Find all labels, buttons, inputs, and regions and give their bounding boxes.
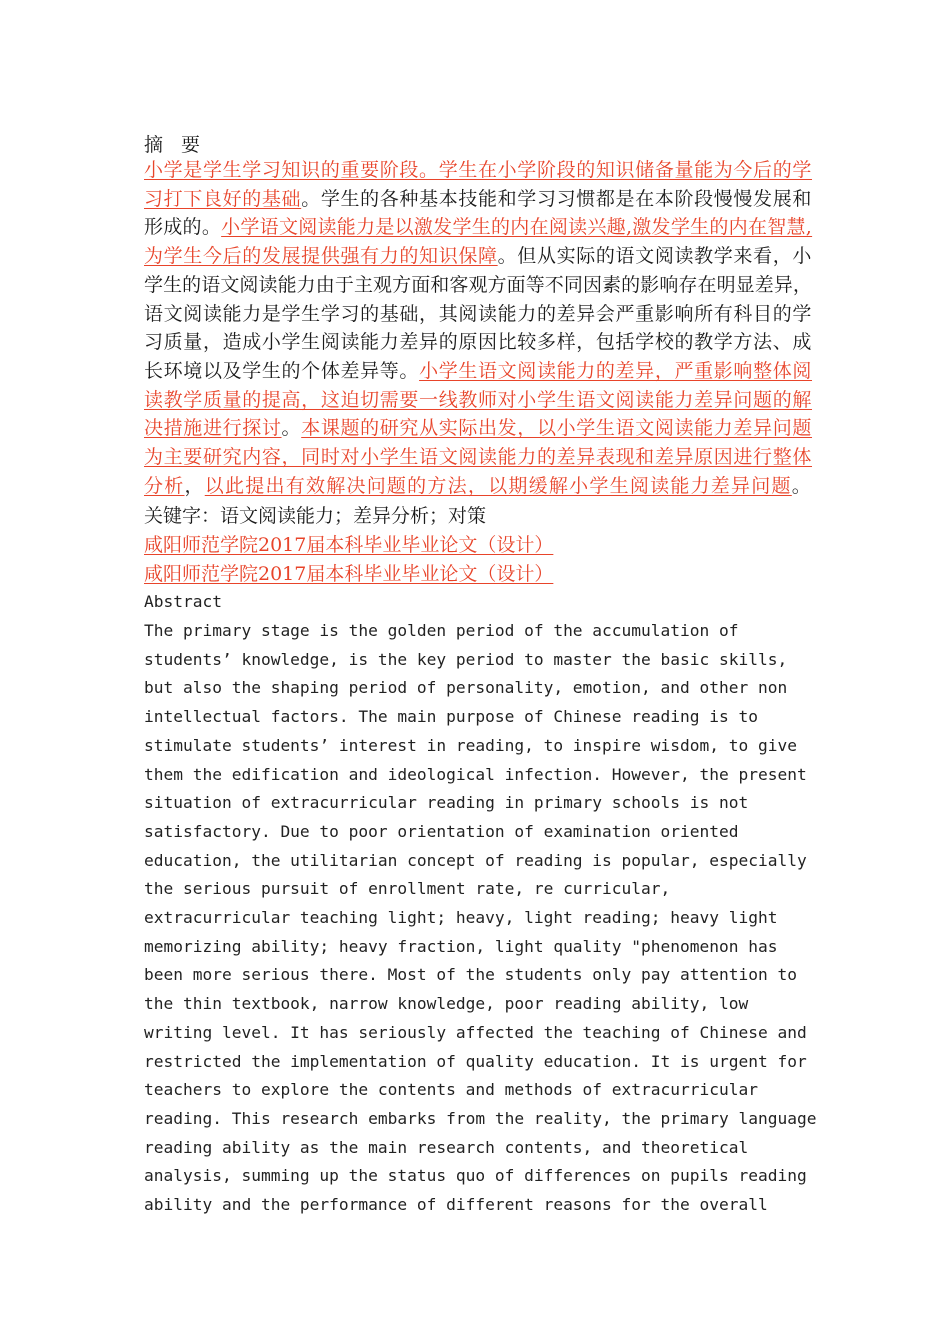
abstract-line-en: stimulate students’ interest in reading, to inspire wisdom, to give: [144, 735, 797, 755]
keywords-line: 关键字：语文阅读能力；差异分析；对策: [144, 505, 487, 527]
abstract-line-en: analysis, summing up the status quo of differences on pupils reading: [144, 1166, 807, 1186]
abstract-line-en: satisfactory. Due to poor orientation of examination oriented: [144, 821, 739, 841]
highlighted-text-segment: 为学生今后的发展提供强有力的知识保障: [144, 245, 498, 268]
highlighted-text-segment: 小学生语文阅读能力的差异，严重影响整体阅: [419, 359, 813, 382]
text-segment: 习质量，造成小学生阅读能力差异的原因比较多样，包括学校的教学方法、成: [144, 331, 813, 354]
abstract-line-en: the thin textbook, narrow knowledge, poor reading ability, low: [144, 994, 749, 1014]
abstract-line-en: restricted the implementation of quality education. It is urgent for: [144, 1051, 807, 1071]
highlighted-text-segment: 小学语文阅读能力是以激发学生的内在阅读兴趣,激发学生的内在智慧,: [221, 216, 813, 239]
text-segment: 。: [791, 474, 813, 497]
abstract-line-cn: [144, 445, 812, 469]
highlighted-text-segment: 为主要研究内容，同时对小学生语文阅读能力的差异表现和差异原因进行整体: [144, 446, 813, 468]
abstract-line-cn: [144, 388, 812, 412]
text-segment: 。: [281, 417, 302, 440]
abstract-line-en: The primary stage is the golden period of the accumulation of: [144, 621, 739, 640]
highlighted-text-segment: 小学是学生学习知识的重要阶段。学生在小学阶段的知识储备量能为今后的学: [144, 159, 813, 181]
abstract-line-en: situation of extracurricular reading in primary schools is not: [144, 793, 749, 813]
text-segment: 。但从实际的语文阅读教学来看，小: [497, 245, 813, 268]
highlighted-text-segment: 决措施进行探讨: [144, 417, 282, 440]
abstract-line-en: been more serious there. Most of the students only pay attention to: [144, 965, 797, 985]
abstract-line-en: reading ability as the main research contents, and theoretical: [144, 1137, 749, 1157]
abstract-line-cn: [144, 187, 812, 211]
highlighted-text-segment: 本课题的研究从实际出发，以小学生语文阅读能力差异问题: [301, 417, 813, 440]
abstract-heading-en: Abstract: [144, 592, 222, 611]
abstract-line-en: the serious pursuit of enrollment rate, re curricular,: [144, 879, 671, 899]
abstract-line-en: writing level. It has seriously affected the teaching of Chinese and: [144, 1022, 807, 1042]
abstract-line-en: extracurricular teaching light; heavy, light reading; heavy light: [144, 908, 778, 927]
abstract-line-en: memorizing ability; heavy fraction, light quality "phenomenon has: [144, 936, 778, 956]
highlighted-text-segment: 习打下良好的基础: [144, 187, 302, 210]
abstract-line-en: education, the utilitarian concept of reading is popular, especially: [144, 850, 807, 870]
abstract-line-cn: [144, 474, 812, 498]
abstract-line-en: teachers to explore the contents and methods of extracurricular: [144, 1080, 758, 1100]
text-segment: ，: [184, 474, 205, 497]
highlighted-text-segment: 读教学质量的提高，这迫切需要一线教师对小学生语文阅读能力差异问题的解: [144, 388, 813, 411]
text-segment: 语文阅读能力是学生学习的基础，其阅读能力的差异会严重影响所有科目的学: [144, 302, 813, 325]
abstract-line-cn: [144, 330, 812, 354]
text-segment: 。学生的各种基本技能和学习习惯都是在本阶段慢慢发展和: [301, 187, 813, 210]
thesis-watermark-line: 咸阳师范学院2017届本科毕业毕业论文（设计）: [144, 563, 554, 585]
abstract-line-cn: [144, 215, 812, 239]
text-segment: 形成的。: [144, 216, 222, 239]
abstract-line-en: students’ knowledge, is the key period to master the basic skills,: [144, 649, 788, 669]
abstract-line-en: but also the shaping period of personality, emotion, and other non: [144, 678, 788, 698]
abstract-line-cn: [144, 359, 812, 383]
abstract-line-cn: [144, 158, 812, 182]
abstract-line-en: reading. This research embarks from the reality, the primary language: [144, 1108, 817, 1128]
abstract-line-cn: [144, 416, 812, 440]
abstract-line-cn: [144, 244, 812, 268]
highlighted-text-segment: 以此提出有效解决问题的方法，以期缓解小学生阅读能力差异问题: [204, 474, 792, 497]
abstract-heading-cn: 摘 要: [144, 134, 207, 156]
highlighted-text-segment: 分析: [144, 474, 185, 497]
abstract-line-en: intellectual factors. The main purpose of Chinese reading is to: [144, 707, 758, 727]
abstract-line-cn: [144, 302, 812, 326]
abstract-line-cn: [144, 273, 812, 297]
text-segment: 学生的语文阅读能力由于主观方面和客观方面等不同因素的影响存在明显差异，: [144, 273, 813, 296]
abstract-line-en: them the edification and ideological infection. However, the present: [144, 764, 807, 784]
text-segment: 长环境以及学生的个体差异等。: [144, 359, 420, 382]
abstract-line-en: ability and the performance of different reasons for the overall: [144, 1195, 768, 1214]
thesis-watermark-line: 咸阳师范学院2017届本科毕业毕业论文（设计）: [144, 534, 554, 556]
